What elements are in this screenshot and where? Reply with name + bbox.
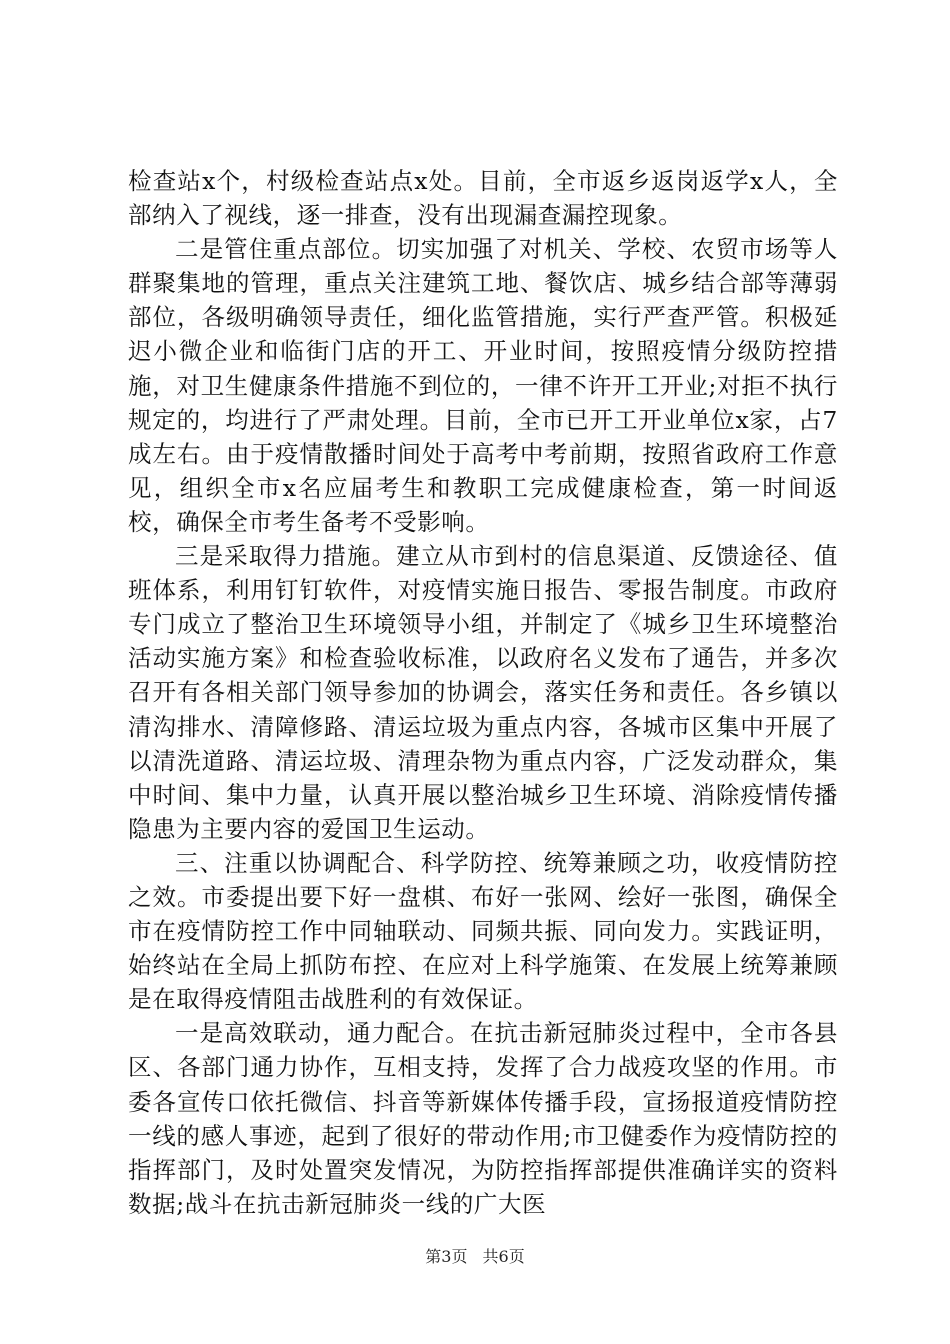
page-number: 第3页 (425, 1247, 468, 1266)
body-text (128, 164, 838, 1221)
paragraph-effective-measures: 三是采取得力措施。建立从市到村的信息渠道、反馈途径、值班体系，利用钉钉软件，对疫情实施日报告、零报告制度。市政府专门成立了整治卫生环境领导小组，并制定了《城乡卫生环境整治活动实施方案》和检查验收标准，以政府名义发布了通告，并多次召开有各相关部门领导参加的协调会，落实任务和责任。各乡镇以清沟排水、清障修路、清运垃圾为重点内容，各城市区集中开展了以清洗道路、清运垃圾、清理杂物为重点内容，广泛发动群众，集中时间、集中力量，认真开展以整治城乡卫生环境、消除疫情传播隐患为主要内容的爱国卫生运动。 (128, 542, 838, 843)
paragraph-section-three-heading: 三、注重以协调配合、科学防控、统筹兼顾之功，收疫情防控之效。市委提出要下好一盘棋、布好一张网、绘好一张图，确保全市在疫情防控工作中同轴联动、同频共振、同向发力。实践证明，始终站在全局上抓防布控、在应对上科学施策、在发展上统筹兼顾是在取得疫情阻击战胜利的有效保证。 (128, 848, 838, 1014)
paragraph-coordination: 一是高效联动，通力配合。在抗击新冠肺炎过程中，全市各县区、各部门通力协作，互相支持，发挥了合力战疫攻坚的作用。市委各宣传口依托微信、抖音等新媒体传播手段，宣扬报道疫情防控一线的感人事迹，起到了很好的带动作用;市卫健委作为疫情防控的指挥部门，及时处置突发情况，为防控指挥部提供准确详实的资料数据;战斗在抗击新冠肺炎一线的广大医 (128, 1019, 838, 1218)
paragraph-continuation: 检查站x个，村级检查站点x处。目前，全市返乡返岗返学x人，全部纳入了视线，逐一排查，没有出现漏查漏控现象。 (128, 167, 838, 230)
paragraph-key-locations: 二是管住重点部位。切实加强了对机关、学校、农贸市场等人群聚集地的管理，重点关注建筑工地、餐饮店、城乡结合部等薄弱部位，各级明确领导责任，细化监管措施，实行严查严管。积极延迟小微企业和临街门店的开工、开业时间，按照疫情分级防控措施，对卫生健康条件措施不到位的，一律不许开工开业;对拒不执行规定的，均进行了严肃处理。目前，全市已开工开业单位x家，占7成左右。由于疫情散播时间处于高考中考前期，按照省政府工作意见，组织全市x名应届考生和教职工完成健康检查，第一时间返校，确保全市考生备考不受影响。 (128, 235, 838, 536)
page-footer (0, 1244, 950, 1267)
page-total: 共6页 (482, 1247, 525, 1266)
